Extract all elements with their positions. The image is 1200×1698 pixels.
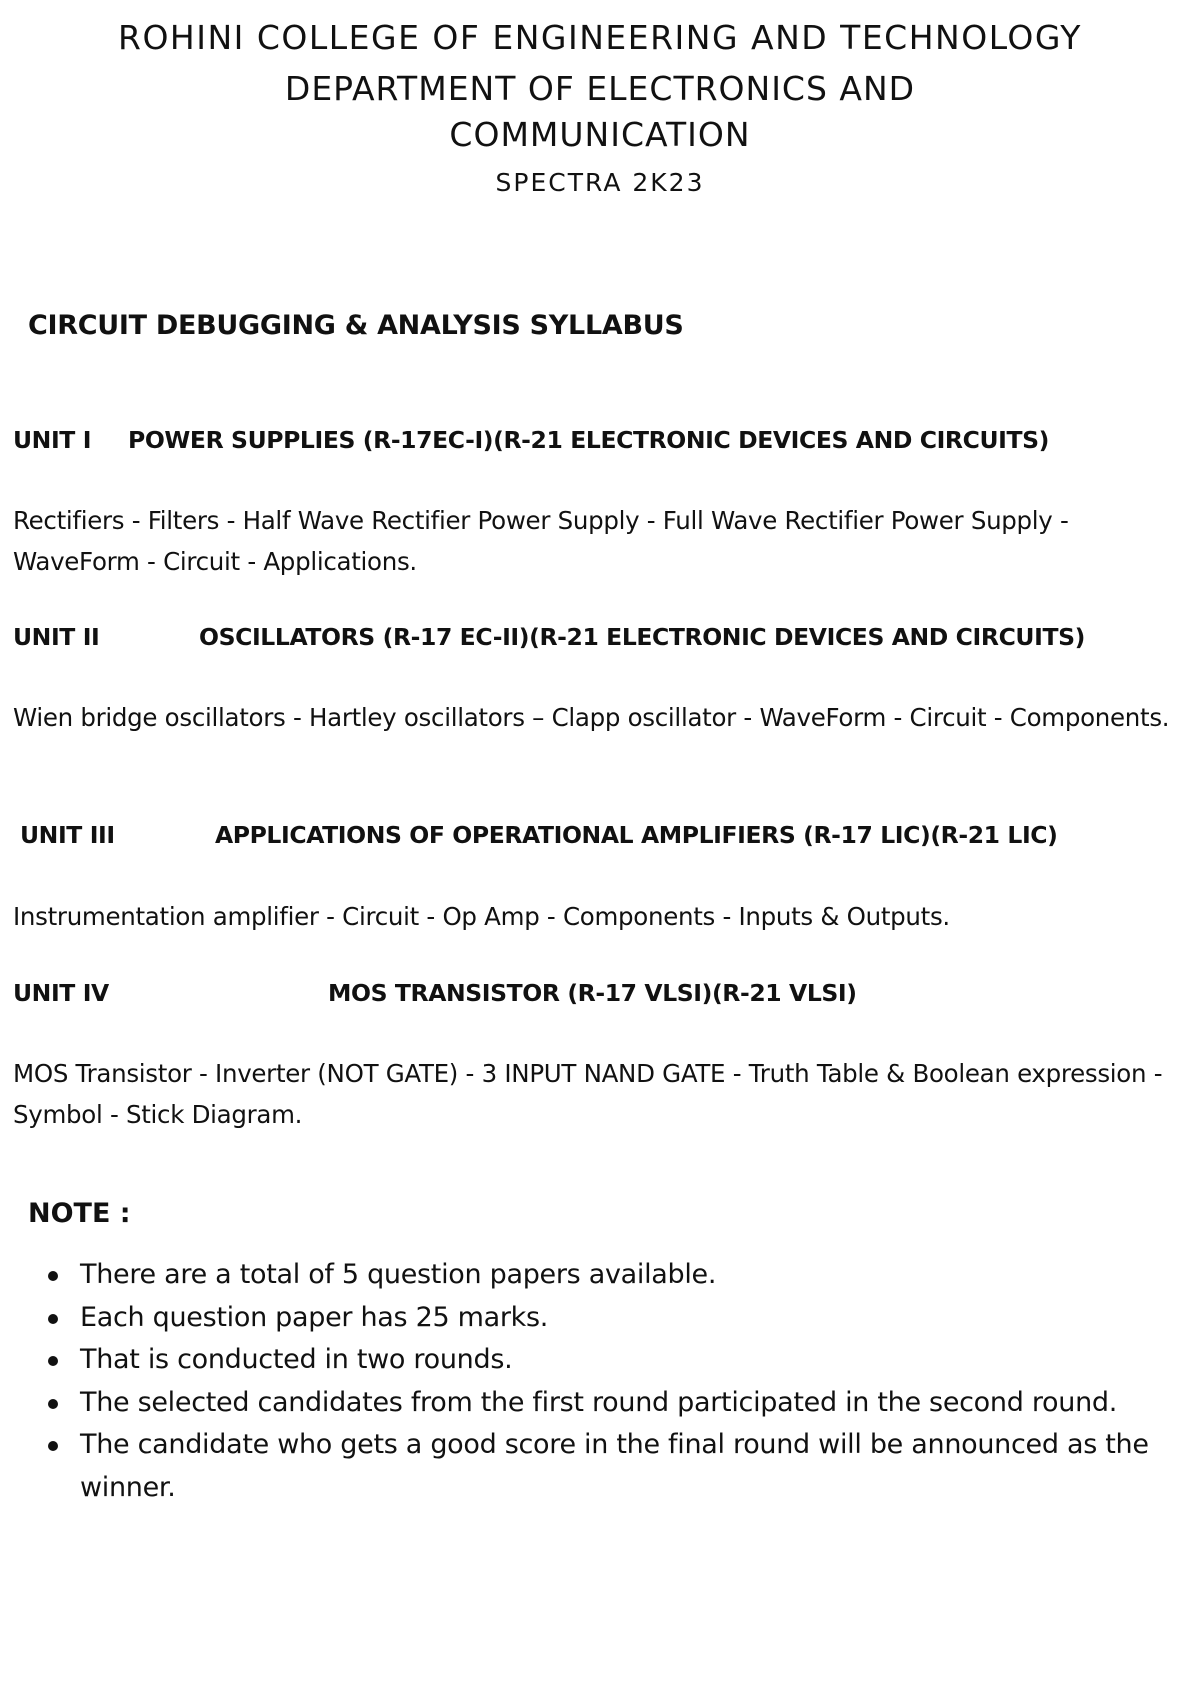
unit-2-content: Wien bridge oscillators - Hartley oscillators – Clapp oscillator - WaveForm - Circuit - Components. bbox=[13, 703, 1170, 732]
unit-1-number: UNIT I bbox=[13, 426, 92, 454]
bullet-icon bbox=[48, 1314, 58, 1324]
unit-4-number: UNIT IV bbox=[13, 979, 109, 1007]
unit-3-number: UNIT III bbox=[20, 821, 115, 849]
college-name: ROHINI COLLEGE OF ENGINEERING AND TECHNOLOGY bbox=[118, 18, 1082, 57]
unit-3-title: APPLICATIONS OF OPERATIONAL AMPLIFIERS (R-17 LIC)(R-21 LIC) bbox=[215, 821, 1058, 849]
bullet-icon bbox=[48, 1399, 58, 1409]
unit-3-content: Instrumentation amplifier - Circuit - Op Amp - Components - Inputs & Outputs. bbox=[13, 902, 950, 931]
unit-4-heading bbox=[13, 979, 857, 1007]
department-name: DEPARTMENT OF ELECTRONICS AND COMMUNICATION bbox=[284, 69, 916, 154]
note-item bbox=[28, 1382, 1178, 1425]
note-item-text: The selected candidates from the first round participated in the second round. bbox=[80, 1386, 1118, 1418]
unit-4-content: MOS Transistor - Inverter (NOT GATE) - 3 INPUT NAND GATE - Truth Table & Boolean expression - Symbol - Stick Diagram. bbox=[13, 1059, 1163, 1129]
note-item-text: The candidate who gets a good score in the final round will be announced as the winner. bbox=[80, 1429, 1149, 1503]
syllabus-title: CIRCUIT DEBUGGING & ANALYSIS SYLLABUS bbox=[28, 310, 684, 341]
bullet-icon bbox=[48, 1441, 58, 1451]
note-item-text: Each question paper has 25 marks. bbox=[80, 1301, 549, 1333]
unit-1-heading bbox=[13, 426, 1049, 454]
note-item bbox=[28, 1339, 1178, 1382]
unit-3-heading bbox=[20, 821, 1058, 849]
note-title: NOTE : bbox=[28, 1198, 131, 1229]
unit-4-title: MOS TRANSISTOR (R-17 VLSI)(R-21 VLSI) bbox=[328, 979, 857, 1007]
unit-2-title: OSCILLATORS (R-17 EC-II)(R-21 ELECTRONIC DEVICES AND CIRCUITS) bbox=[199, 623, 1085, 651]
note-item-text: That is conducted in two rounds. bbox=[80, 1344, 513, 1375]
note-list bbox=[28, 1254, 1178, 1509]
event-name: SPECTRA 2K23 bbox=[495, 168, 705, 197]
bullet-icon bbox=[48, 1271, 58, 1281]
note-item bbox=[28, 1297, 1178, 1340]
note-item bbox=[28, 1424, 1178, 1509]
note-item-text: There are a total of 5 question papers available. bbox=[80, 1259, 717, 1290]
unit-1-content: Rectifiers - Filters - Half Wave Rectifier Power Supply - Full Wave Rectifier Power Supply - WaveForm - Circuit - Applications. bbox=[13, 506, 1069, 576]
unit-2-number: UNIT II bbox=[13, 623, 100, 651]
bullet-icon bbox=[48, 1356, 58, 1366]
unit-1-title: POWER SUPPLIES (R-17EC-I)(R-21 ELECTRONIC DEVICES AND CIRCUITS) bbox=[128, 426, 1049, 454]
unit-2-heading bbox=[13, 623, 1085, 651]
note-item bbox=[28, 1254, 1178, 1297]
